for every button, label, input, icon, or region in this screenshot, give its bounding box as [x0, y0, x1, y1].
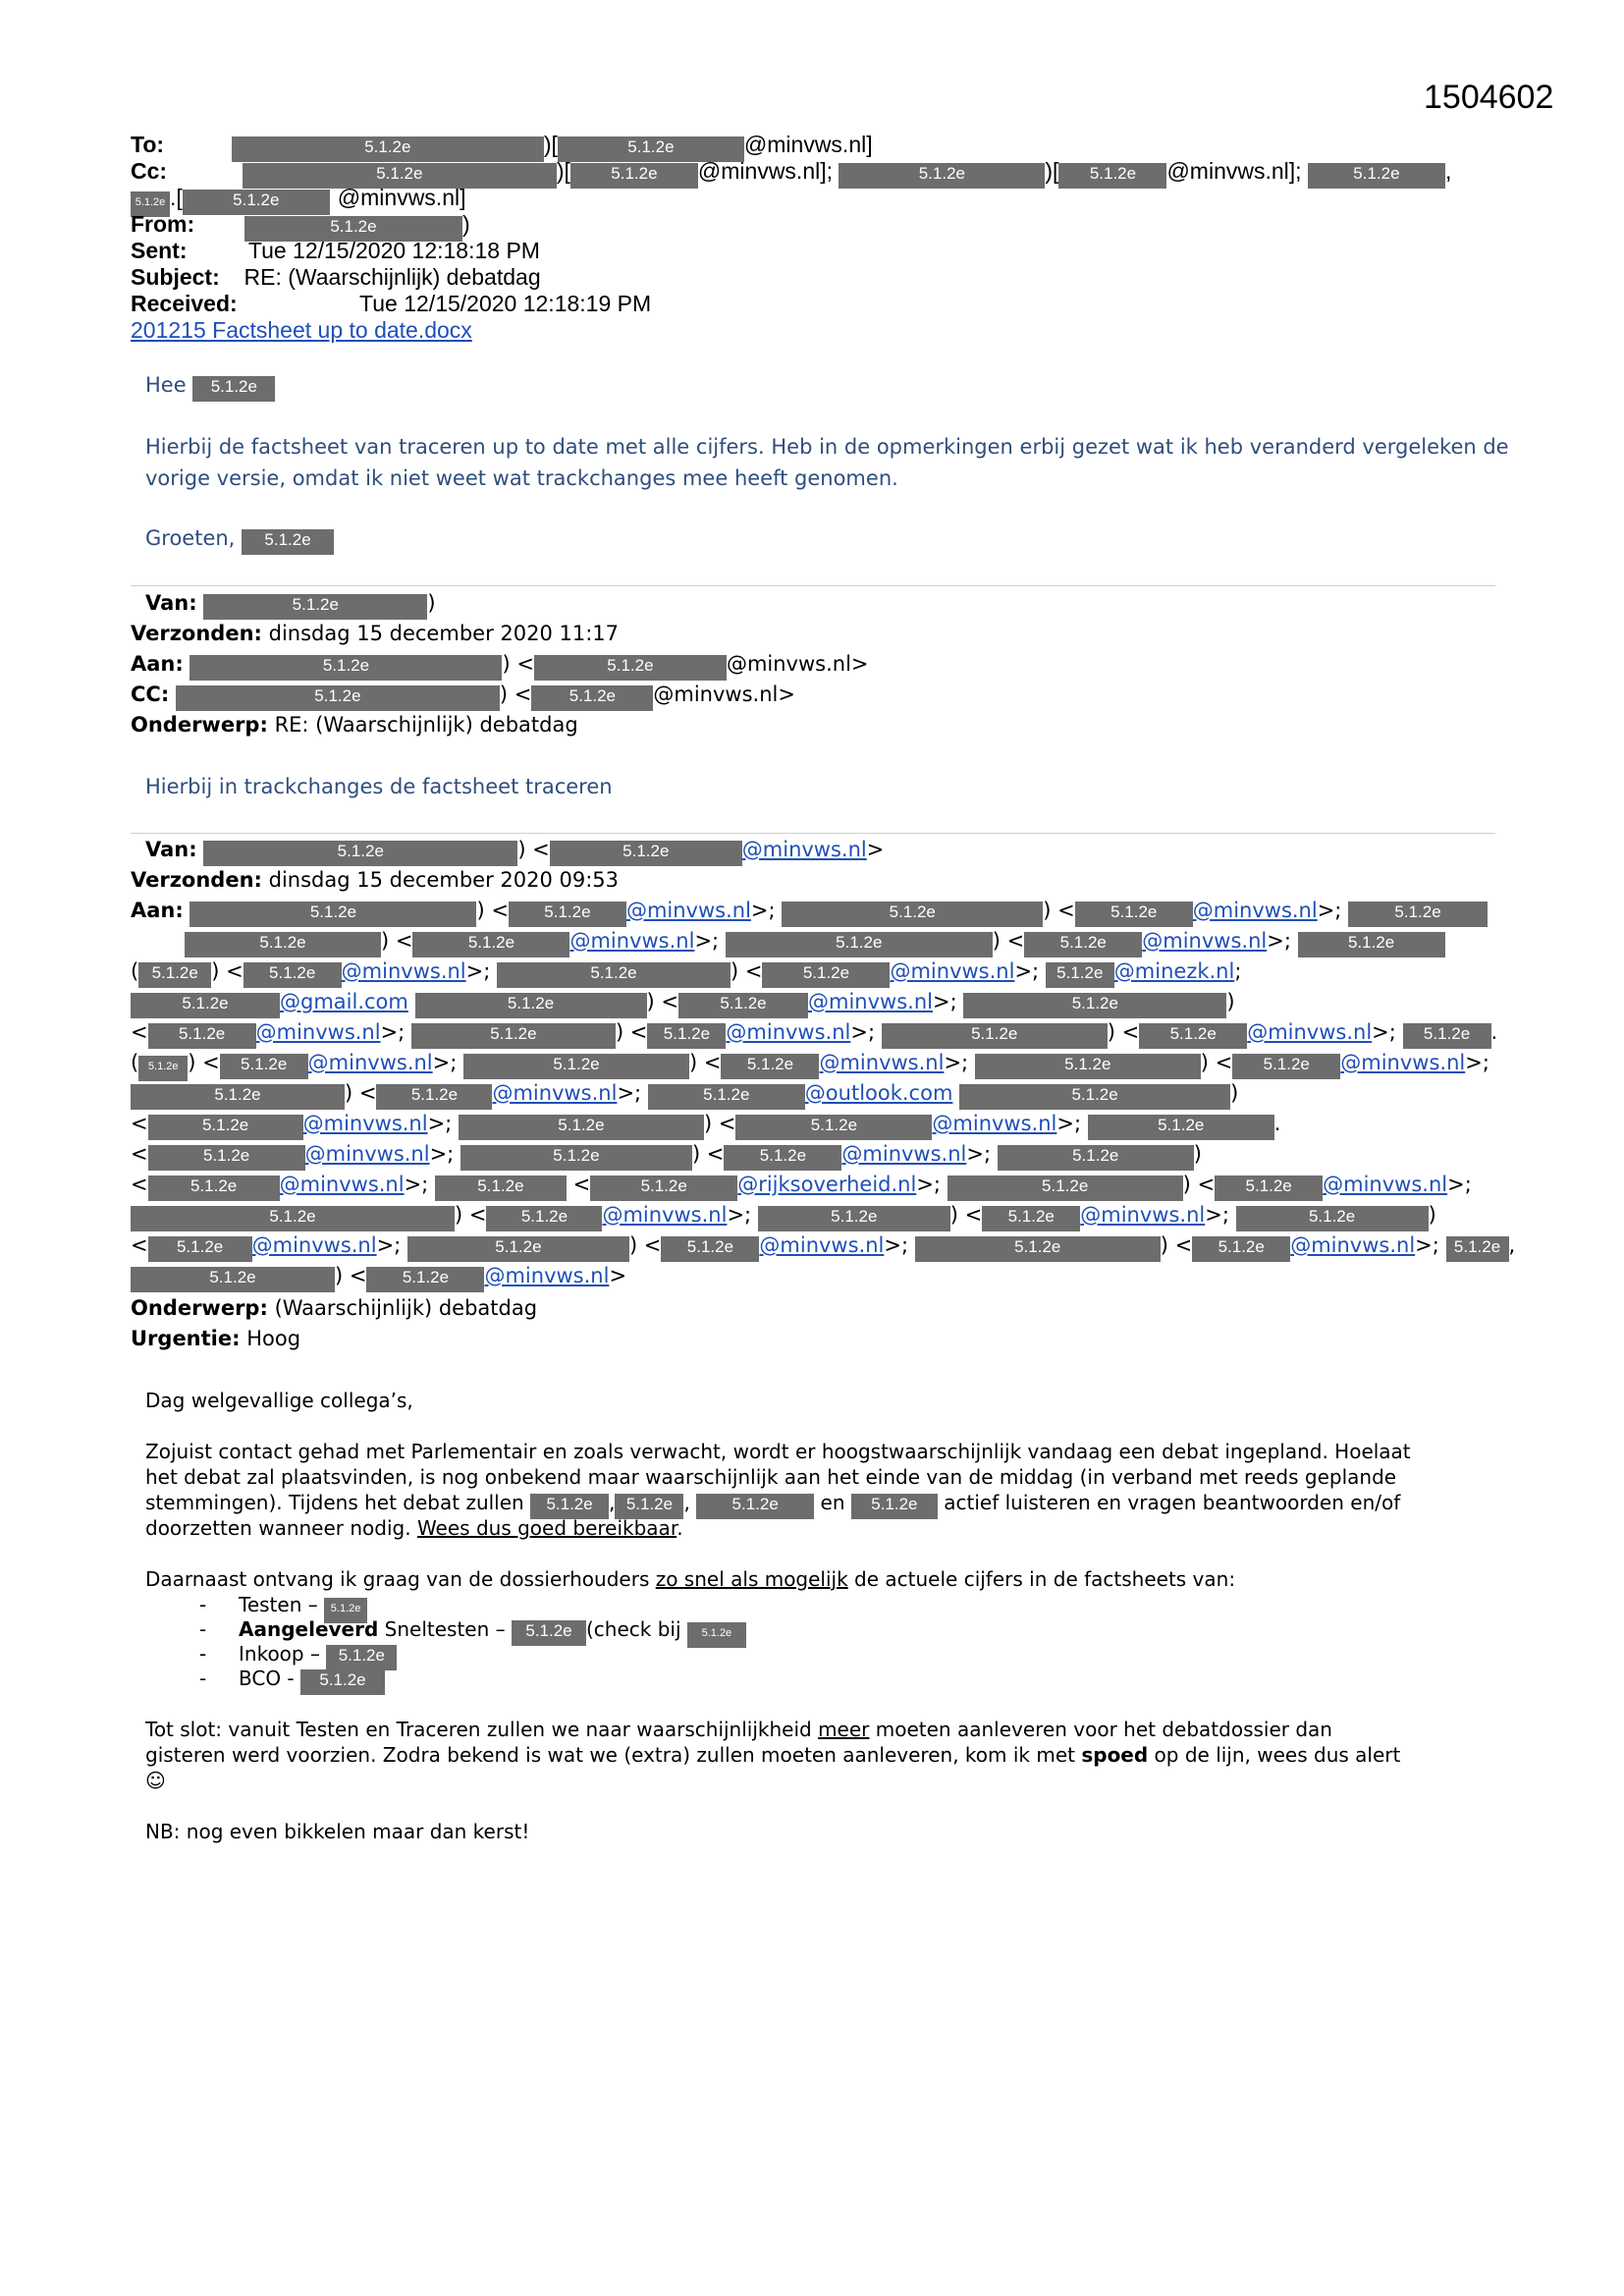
redaction: 5.1.2e [648, 1084, 805, 1110]
recipient-domain[interactable]: @minvws.nl [484, 1264, 610, 1287]
list-item: - BCO - 5.1.2e [145, 1666, 746, 1690]
redaction: 5.1.2e [189, 655, 502, 681]
msg3-onderwerp-value: (Waarschijnlijk) debatdag [274, 1296, 538, 1320]
body-p3-line2 [145, 1742, 1400, 1768]
redaction: 5.1.2e [839, 163, 1045, 189]
redaction: 5.1.2e [148, 1145, 305, 1171]
recipient-domain: @minvws.nl]; [1166, 158, 1302, 184]
recipient-domain: @minvws.nl] [337, 185, 466, 210]
body-text: Daarnaast ontvang ik graag van de dossierhouders [145, 1567, 650, 1591]
header-sent-row [131, 238, 540, 264]
recipient-domain[interactable]: @minvws.nl [279, 1173, 405, 1196]
cc-label: Cc: [131, 158, 168, 184]
msg3-aan-row-3: ( 5.1.2e ) < 5.1.2e @minvws.nl>; 5.1.2e ) < 5.1.2e @minvws.nl>; 5.1.2e @minezk.nl; [131, 957, 1241, 988]
from-label: From: [131, 211, 195, 237]
msg2-aan-label: Aan: [131, 652, 184, 676]
msg3-aan-row-6: ( 5.1.2e ) < 5.1.2e @minvws.nl>; 5.1.2e ) < 5.1.2e @minvws.nl>; 5.1.2e ) < 5.1.2e @minvws.nl>; [131, 1049, 1489, 1081]
redaction: 5.1.2e [1075, 902, 1193, 927]
recipient-domain[interactable]: @gmail.com [280, 990, 408, 1013]
redaction: 5.1.2e [550, 841, 742, 866]
reply-greeting-row [145, 371, 275, 402]
redaction: 5.1.2e [366, 1267, 484, 1292]
redaction: 5.1.2e [185, 932, 381, 957]
smiley-icon: ☺ [145, 1769, 166, 1792]
redaction: 5.1.2e [959, 1084, 1230, 1110]
redaction: 5.1.2e [411, 1023, 616, 1049]
redaction: 5.1.2e [1232, 1054, 1340, 1079]
recipient-domain[interactable]: @minvws.nl [492, 1081, 618, 1105]
redaction: 5.1.2e [244, 962, 342, 988]
sent-label: Sent: [131, 238, 188, 263]
msg3-verzonden-value: dinsdag 15 december 2020 09:53 [268, 868, 620, 892]
list-item: - Aangeleverd Sneltesten – 5.1.2e (check bij 5.1.2e [145, 1616, 746, 1641]
redaction: 5.1.2e [696, 1494, 814, 1519]
redaction: 5.1.2e [724, 1145, 841, 1171]
redaction: 5.1.2e [463, 1054, 689, 1079]
redaction: 5.1.2e [376, 1084, 492, 1110]
redaction: 5.1.2e [1298, 932, 1445, 957]
list-item: - Inkoop – 5.1.2e [145, 1641, 746, 1666]
redaction: 5.1.2e [721, 1054, 819, 1079]
redaction: 5.1.2e [512, 1620, 586, 1646]
redaction: 5.1.2e [1139, 1023, 1247, 1049]
redaction: 5.1.2e [183, 190, 330, 215]
body-emphasis: zo snel als mogelijk [655, 1567, 848, 1591]
received-value: Tue 12/15/2020 12:18:19 PM [359, 291, 652, 316]
item-label: Testen – [239, 1593, 318, 1616]
redaction: 5.1.2e [1058, 163, 1166, 189]
body-p1-line3: stemmingen). Tijdens het debat zullen 5.1.2e , 5.1.2e , 5.1.2e en 5.1.2e actief luisteren en vragen beantwoorden en/of [145, 1490, 1400, 1519]
recipient-domain[interactable]: @minvws.nl [1192, 899, 1318, 922]
msg3-onderwerp-row [131, 1294, 537, 1322]
redaction: 5.1.2e [131, 1267, 335, 1292]
redaction: 5.1.2e [1215, 1175, 1323, 1201]
recipient-domain[interactable]: @minvws.nl [1323, 1173, 1448, 1196]
redaction: 5.1.2e [758, 1206, 950, 1231]
subject-value: RE: (Waarschijnlijk) debatdag [244, 264, 541, 290]
redaction: 5.1.2e [203, 841, 517, 866]
redaction: 5.1.2e [412, 932, 569, 957]
msg3-aan-row-4: 5.1.2e @gmail.com 5.1.2e ) < 5.1.2e @minvws.nl>; 5.1.2e ) [131, 988, 1235, 1018]
redaction: 5.1.2e [131, 1206, 455, 1231]
recipient-domain[interactable]: @minvws.nl [819, 1051, 945, 1074]
body-p1-line4: doorzetten wanneer nodig. Wees dus goed bereikbaar. [145, 1516, 683, 1540]
recipient-domain[interactable]: @minvws.nl [1080, 1203, 1206, 1227]
redaction: 5.1.2e [148, 1236, 252, 1262]
body-p1-line2: het debat zal plaatsvinden, is nog onbekend maar waarschijnlijk aan het einde van de middag (in verband met reeds geplande [145, 1465, 1397, 1489]
body-emphasis: meer [818, 1718, 870, 1741]
recipient-domain: @minvws.nl [726, 652, 851, 676]
recipient-domain[interactable]: @minvws.nl [741, 838, 867, 861]
redaction: 5.1.2e [1348, 902, 1488, 927]
msg3-verzonden-label: Verzonden: [131, 868, 262, 892]
redaction: 5.1.2e [300, 1669, 385, 1695]
redaction: 5.1.2e [148, 1115, 303, 1140]
item-emphasis: Aangeleverd [239, 1617, 379, 1641]
redaction: 5.1.2e [1024, 932, 1142, 957]
redaction: 5.1.2e [975, 1054, 1201, 1079]
msg3-aan-row-5: < 5.1.2e @minvws.nl>; 5.1.2e ) < 5.1.2e @minvws.nl>; 5.1.2e ) < 5.1.2e @minvws.nl>; 5.1.2e . [131, 1018, 1497, 1049]
msg3-aan-row-1: Aan: 5.1.2e ) < 5.1.2e @minvws.nl>; 5.1.2e ) < 5.1.2e @minvws.nl>; 5.1.2e [131, 897, 1488, 927]
redaction: 5.1.2e [531, 685, 653, 711]
recipient-domain[interactable]: @minvws.nl [808, 990, 933, 1013]
redaction: 5.1.2e [324, 1598, 367, 1623]
redaction: 5.1.2e [497, 962, 731, 988]
sent-value: Tue 12/15/2020 12:18:18 PM [247, 238, 540, 263]
received-label: Received: [131, 291, 238, 316]
redaction: 5.1.2e [435, 1175, 567, 1201]
msg2-onderwerp-label: Onderwerp: [131, 713, 268, 737]
recipient-domain[interactable]: @minvws.nl [841, 1142, 967, 1166]
redaction: 5.1.2e [459, 1115, 704, 1140]
body-salutation: Dag welgevallige collega’s, [145, 1389, 413, 1412]
redaction: 5.1.2e [570, 163, 698, 189]
factsheet-list [145, 1592, 746, 1690]
msg2-verzonden-label: Verzonden: [131, 622, 262, 645]
redaction: 5.1.2e [407, 1236, 629, 1262]
item-label: Sneltesten – [384, 1617, 506, 1641]
redaction: 5.1.2e [131, 1084, 345, 1110]
recipient-domain: @minvws.nl] [743, 132, 873, 157]
msg2-cc-label: CC: [131, 683, 170, 706]
redaction: 5.1.2e [762, 962, 890, 988]
msg2-van-row: Van: 5.1.2e ) [145, 589, 436, 620]
msg3-aan-label: Aan: [131, 899, 184, 922]
body-text: op de lijn, wees dus alert [1154, 1743, 1401, 1767]
msg3-aan-row-8: < 5.1.2e @minvws.nl>; 5.1.2e ) < 5.1.2e @minvws.nl>; 5.1.2e . [131, 1110, 1280, 1140]
attachment-link[interactable]: 201215 Factsheet up to date.docx [131, 317, 472, 343]
redaction: 5.1.2e [851, 1494, 938, 1519]
msg3-van-row: Van: 5.1.2e ) < 5.1.2e @minvws.nl> [145, 836, 884, 866]
msg3-van-label: Van: [145, 838, 197, 861]
redaction: 5.1.2e [687, 1622, 746, 1648]
separator [131, 833, 1495, 834]
redaction: 5.1.2e [148, 1175, 280, 1201]
redaction: 5.1.2e [678, 993, 808, 1018]
msg3-aan-row-2: 5.1.2e ) < 5.1.2e @minvws.nl>; 5.1.2e ) < 5.1.2e @minvws.nl>; 5.1.2e [131, 927, 1445, 957]
redaction: 5.1.2e [176, 685, 500, 711]
body-text: Tot slot: vanuit Testen en Traceren zullen we naar waarschijnlijkheid [145, 1718, 812, 1741]
msg3-urgentie-value: Hoog [246, 1327, 301, 1350]
recipient-domain[interactable]: @minvws.nl [726, 1020, 851, 1044]
redaction: 5.1.2e [1236, 1206, 1429, 1231]
msg2-onderwerp-row [131, 711, 578, 738]
redaction: 5.1.2e [590, 1175, 737, 1201]
recipient-domain[interactable]: @minvws.nl [602, 1203, 728, 1227]
reply-closing-row [145, 524, 334, 555]
redaction: 5.1.2e [534, 655, 727, 681]
recipient-domain[interactable]: @minvws.nl [1142, 929, 1268, 953]
msg2-verzonden-row [131, 620, 619, 647]
reply-greeting: Hee [145, 373, 187, 397]
recipient-domain[interactable]: @minvws.nl [759, 1233, 885, 1257]
msg3-aan-row-13: 5.1.2e ) < 5.1.2e @minvws.nl> [131, 1262, 626, 1292]
redaction: 5.1.2e [460, 1145, 692, 1171]
to-label: To: [131, 132, 165, 157]
redaction: 5.1.2e [509, 902, 626, 927]
redaction: 5.1.2e [661, 1236, 759, 1262]
redaction: 5.1.2e [131, 191, 170, 217]
body-nb: NB: nog even bikkelen maar dan kerst! [145, 1820, 530, 1843]
body-p3-line1 [145, 1717, 1332, 1742]
header-cc-row: Cc: 5.1.2e )[ 5.1.2e @minvws.nl]; 5.1.2e )[ 5.1.2e @minvws.nl]; 5.1.2e , [131, 158, 1451, 189]
recipient-domain[interactable]: @minvws.nl [341, 959, 466, 983]
body-p1-line1: Zojuist contact gehad met Parlementair en zoals verwacht, wordt er hoogstwaarschijnlijk vandaag een debat ingepland. Hoelaat [145, 1440, 1411, 1463]
header-from-row: From: 5.1.2e ) [131, 211, 470, 242]
redaction: 5.1.2e [947, 1175, 1183, 1201]
redaction: 5.1.2e [1088, 1115, 1274, 1140]
redaction: 5.1.2e [486, 1206, 602, 1231]
body-text: gisteren werd voorzien. Zodra bekend is wat we (extra) zullen moeten aanleveren, kom ik met [145, 1743, 1075, 1767]
redaction: 5.1.2e [326, 1645, 397, 1670]
redaction: 5.1.2e [963, 993, 1226, 1018]
header-subject-row [131, 264, 541, 291]
redaction: 5.1.2e [1192, 1236, 1290, 1262]
body-emphasis: spoed [1081, 1743, 1149, 1767]
recipient-domain[interactable]: @outlook.com [804, 1081, 953, 1105]
redaction: 5.1.2e [982, 1206, 1080, 1231]
header-to-row: To: 5.1.2e )[ 5.1.2e @minvws.nl] [131, 132, 873, 162]
body-emphasis: Wees dus goed bereikbaar [416, 1516, 677, 1540]
redaction: 5.1.2e [131, 993, 280, 1018]
recipient-domain[interactable]: @minvws.nl [1247, 1020, 1373, 1044]
msg3-onderwerp-label: Onderwerp: [131, 1296, 268, 1320]
recipient-domain[interactable]: @minvws.nl [569, 929, 695, 953]
redaction: 5.1.2e [148, 1023, 256, 1049]
msg3-aan-row-9: < 5.1.2e @minvws.nl>; 5.1.2e ) < 5.1.2e @minvws.nl>; 5.1.2e ) [131, 1140, 1202, 1171]
list-item: - Testen – 5.1.2e [145, 1592, 746, 1616]
header-received-row [131, 291, 651, 317]
msg3-aan-row-7: 5.1.2e ) < 5.1.2e @minvws.nl>; 5.1.2e @outlook.com 5.1.2e ) [131, 1079, 1238, 1110]
recipient-domain[interactable]: @minvws.nl [304, 1142, 430, 1166]
body-text: de actuele cijfers in de factsheets van: [854, 1567, 1236, 1591]
recipient-domain[interactable]: @rijksoverheid.nl [737, 1173, 917, 1196]
redaction: 5.1.2e [1403, 1023, 1491, 1049]
msg3-aan-row-11: 5.1.2e ) < 5.1.2e @minvws.nl>; 5.1.2e ) < 5.1.2e @minvws.nl>; 5.1.2e ) [131, 1201, 1436, 1231]
recipient-domain[interactable]: @minvws.nl [307, 1051, 433, 1074]
redaction: 5.1.2e [138, 1056, 188, 1081]
redaction: 5.1.2e [615, 1494, 683, 1519]
body-text: moeten aanleveren voor het debatdossier dan [875, 1718, 1332, 1741]
msg3-aan-row-12: < 5.1.2e @minvws.nl>; 5.1.2e ) < 5.1.2e @minvws.nl>; 5.1.2e ) < 5.1.2e @minvws.nl>; 5.1.2e , [131, 1231, 1515, 1262]
recipient-domain[interactable]: @minvws.nl [255, 1020, 381, 1044]
redaction: 5.1.2e [1046, 962, 1114, 988]
recipient-domain[interactable]: @minvws.nl [625, 899, 751, 922]
recipient-domain[interactable]: @minvws.nl [1340, 1051, 1466, 1074]
redaction: 5.1.2e [998, 1145, 1194, 1171]
body-p2 [145, 1566, 1235, 1592]
body-text: stemmingen). Tijdens het debat zullen [145, 1491, 524, 1514]
recipient-domain[interactable]: @minvws.nl [302, 1112, 428, 1135]
recipient-domain[interactable]: @minvws.nl [932, 1112, 1057, 1135]
redaction: 5.1.2e [726, 932, 993, 957]
document-number: 1504602 [1424, 79, 1554, 116]
msg3-urgentie-label: Urgentie: [131, 1327, 241, 1350]
redaction: 5.1.2e [915, 1236, 1161, 1262]
msg3-urgentie-row [131, 1325, 300, 1352]
msg2-onderwerp-value: RE: (Waarschijnlijk) debatdag [274, 713, 578, 737]
redaction: 5.1.2e [735, 1115, 932, 1140]
redaction: 5.1.2e [530, 1494, 609, 1519]
redaction: 5.1.2e [243, 163, 557, 189]
redaction: 5.1.2e [415, 993, 647, 1018]
body-text: doorzetten wanneer nodig. [145, 1516, 411, 1540]
item-label: BCO - [239, 1667, 295, 1690]
reply-body: Hierbij de factsheet van traceren up to date met alle cijfers. Heb in de opmerkingen erbij gezet wat ik heb veranderd vergeleken de [145, 435, 1509, 459]
redaction: 5.1.2e [882, 1023, 1108, 1049]
redaction: 5.1.2e [203, 594, 427, 620]
msg3-verzonden-row [131, 866, 619, 894]
redaction: 5.1.2e [138, 962, 211, 988]
subject-label: Subject: [131, 264, 220, 290]
attachment-row [131, 317, 472, 344]
item-label: Inkoop – [239, 1642, 320, 1666]
redaction: 5.1.2e [244, 216, 462, 242]
msg2-cc-row: CC: 5.1.2e ) < 5.1.2e @minvws.nl> [131, 681, 795, 711]
recipient-domain: @minvws.nl [697, 158, 821, 184]
msg2-verzonden-value: dinsdag 15 december 2020 11:17 [268, 622, 620, 645]
redaction: 5.1.2e [782, 902, 1043, 927]
msg3-aan-row-10: < 5.1.2e @minvws.nl>; 5.1.2e < 5.1.2e @rijksoverheid.nl>; 5.1.2e ) < 5.1.2e @minvws.nl>; [131, 1171, 1472, 1201]
msg2-aan-row: Aan: 5.1.2e ) < 5.1.2e @minvws.nl> [131, 650, 869, 681]
msg2-van-label: Van: [145, 591, 197, 615]
reply-body-2: vorige versie, omdat ik niet weet wat trackchanges mee heeft genomen. [145, 466, 898, 490]
redaction: 5.1.2e [558, 137, 744, 162]
body-text: en [820, 1491, 845, 1514]
recipient-domain[interactable]: @minvws.nl [890, 959, 1015, 983]
msg2-body: Hierbij in trackchanges de factsheet traceren [145, 775, 613, 798]
redaction: 5.1.2e [220, 1054, 308, 1079]
recipient-domain[interactable]: @minvws.nl [1290, 1233, 1416, 1257]
redaction: 5.1.2e [232, 137, 544, 162]
redaction: 5.1.2e [1446, 1236, 1509, 1262]
recipient-domain[interactable]: @minezk.nl [1113, 959, 1235, 983]
redaction: 5.1.2e [189, 902, 476, 927]
redaction: 5.1.2e [1308, 163, 1445, 189]
redaction: 5.1.2e [192, 376, 275, 402]
redaction: 5.1.2e [647, 1023, 726, 1049]
recipient-domain: @minvws.nl [653, 683, 779, 706]
body-text: actief luisteren en vragen beantwoorden en/of [944, 1491, 1401, 1514]
reply-closing: Groeten, [145, 526, 236, 550]
header-cc-row-2: 5.1.2e .[ 5.1.2e @minvws.nl] [131, 185, 465, 217]
recipient-domain[interactable]: @minvws.nl [251, 1233, 377, 1257]
item-label: (check bij [586, 1617, 681, 1641]
redaction: 5.1.2e [242, 529, 334, 555]
separator [131, 585, 1495, 586]
